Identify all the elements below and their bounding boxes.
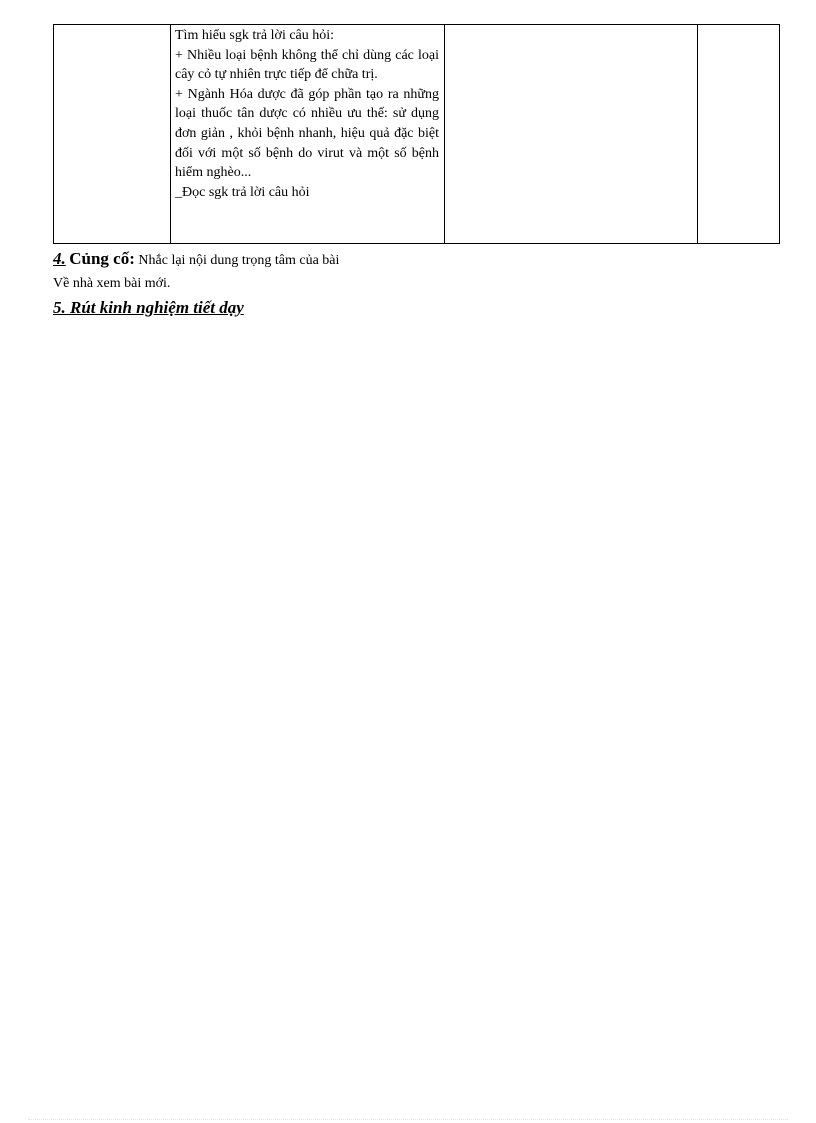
table-cell-activity: [54, 25, 171, 244]
cell-paragraph: + Nhiều loại bệnh không thể chỉ dùng các loại cây cỏ tự nhiên trực tiếp để chữa trị.: [175, 47, 439, 83]
page-bottom-divider: [28, 1119, 788, 1120]
section-5-title: 5. Rút kinh nghiệm tiết dạy: [53, 298, 244, 317]
table-row: [54, 25, 780, 244]
section-text: Nhắc lại nội dung trọng tâm của bài: [138, 253, 340, 268]
lesson-activity-table: [53, 24, 780, 244]
cell-paragraph: _Đọc sgk trả lời câu hỏi: [175, 184, 310, 200]
section-number: 4.: [53, 249, 66, 268]
cell-paragraph: Tìm hiểu sgk trả lời câu hỏi:: [175, 28, 335, 43]
table-cell-notes: [698, 25, 780, 244]
section-title: Củng cố:: [69, 249, 135, 268]
homework-line: Về nhà xem bài mới.: [53, 276, 171, 291]
section-4-consolidation: [53, 249, 339, 271]
table-cell-student-activity: [171, 25, 445, 244]
table-cell-content: [445, 25, 698, 244]
cell-paragraph: + Ngành Hóa dược đã góp phần tạo ra những loại thuốc tân dược có nhiều ưu thế: sử dụng đơn giản , khỏi bệnh nhanh, hiệu quả đặc biệt đối với một số bệnh do virut và một số bệnh hiểm nghèo...: [175, 86, 439, 181]
